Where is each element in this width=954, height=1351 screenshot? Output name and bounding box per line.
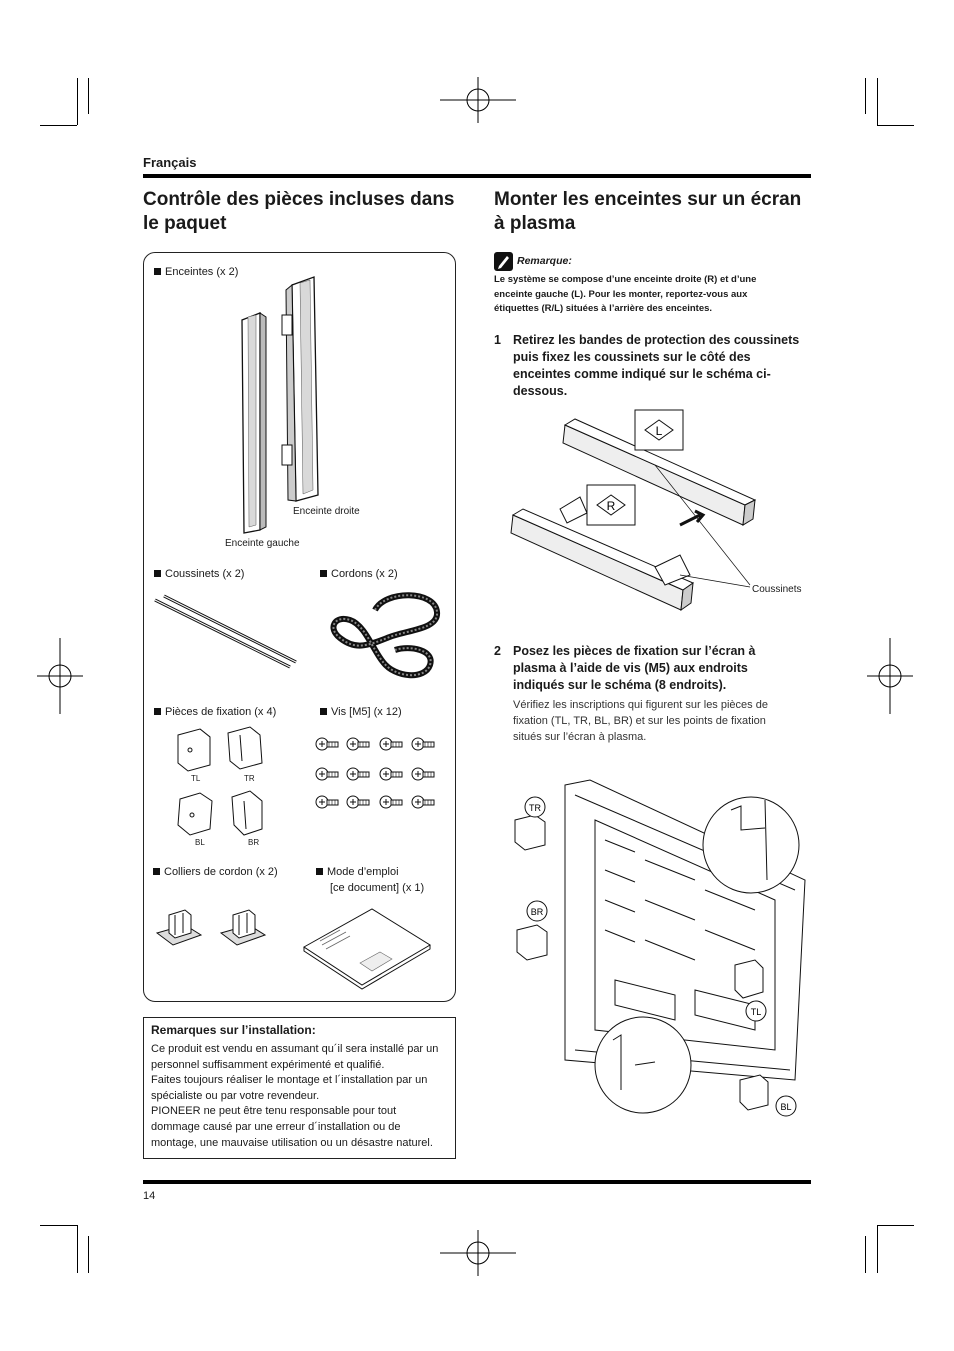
crop-mark <box>865 1236 866 1273</box>
mount-tag-tr: TR <box>529 803 541 813</box>
remark-label: Remarque: <box>517 255 572 267</box>
step-text: Posez les pièces de fixation sur l’écran à plasma à l’aide de vis (M5) aux endroits indiqués sur le schéma (8 endroits). <box>513 644 756 692</box>
clamps-label: Colliers de cordon (x 2) <box>153 865 278 879</box>
crop-mark <box>77 1225 78 1273</box>
crop-mark <box>865 78 866 114</box>
cushions-illustration <box>150 592 300 677</box>
page-number: 14 <box>143 1190 156 1202</box>
screws-label: Vis [M5] (x 12) <box>320 705 402 719</box>
installation-notes-box <box>143 1017 456 1159</box>
manual-illustration <box>300 905 435 990</box>
speakers-illustration <box>230 275 330 540</box>
crop-mark <box>877 125 914 126</box>
note-pencil-icon <box>494 252 513 271</box>
step-number: 1 <box>494 333 501 347</box>
bracket-tag-bl: BL <box>195 838 205 847</box>
cords-illustration <box>325 590 450 685</box>
crop-mark <box>877 78 878 125</box>
crop-mark <box>877 1225 878 1273</box>
registration-mark <box>440 1230 516 1276</box>
step-text: Retirez les bandes de protection des coussinets puis fixez les coussinets sur le côté des enceintes comme indiqué sur le schéma ci- dessous. <box>513 333 800 398</box>
language-label: Français <box>143 155 197 170</box>
bracket-mount-diagram <box>495 760 815 1130</box>
clamps-illustration <box>155 905 275 955</box>
step-2-detail: Vérifiez les inscriptions qui figurent sur les pièces de fixation (TL, TR, BL, BR) et sur les points de fixation situés sur l’écran à plasma. <box>513 699 768 743</box>
crop-mark <box>88 1236 89 1273</box>
step-1 <box>494 332 814 400</box>
crop-mark <box>88 78 89 114</box>
footer-rule <box>143 1180 811 1184</box>
installation-notes-title: Remarques sur l’installation: <box>151 1023 316 1037</box>
mount-tag-bl: BL <box>780 1102 792 1112</box>
header-rule <box>143 174 811 178</box>
bracket-tag-tr: TR <box>244 774 255 783</box>
brackets-label: Pièces de fixation (x 4) <box>154 705 276 719</box>
label-tag-l: L <box>655 424 663 438</box>
registration-mark <box>867 638 913 714</box>
cushions-label: Coussinets (x 2) <box>154 567 244 581</box>
crop-mark <box>877 1225 914 1226</box>
registration-mark <box>37 638 83 714</box>
step-number: 2 <box>494 644 501 658</box>
left-speaker-caption: Enceinte gauche <box>225 538 300 549</box>
mount-tag-br: BR <box>530 907 544 917</box>
right-speaker-caption: Enceinte droite <box>293 506 360 517</box>
manual-label: Mode d’emploi [ce document] (x 1) <box>316 865 424 895</box>
crop-mark <box>77 78 78 125</box>
parts-section-title: Contrôle des pièces incluses dans le paquet <box>143 189 455 234</box>
registration-mark <box>440 77 516 123</box>
bracket-tag-tl: TL <box>191 774 201 783</box>
crop-mark <box>40 125 77 126</box>
cords-label: Cordons (x 2) <box>320 567 398 581</box>
installation-notes-text: Ce produit est vendu en assumant qu´il sera installé par un personnel suffisamment expérimenté et qualifié. Faites toujours réaliser le montage et l´installation par un spécialiste ou par votre revendeur. PIONEER ne peut être tenu responsable pour tout dommage causé par une erreur d´installation ou de montage, une mauvaise utilisation ou un désastre naturel. <box>151 1043 439 1149</box>
label-tag-r: R <box>606 499 616 513</box>
screws-illustration <box>314 735 440 817</box>
mount-tag-tl: TL <box>750 1007 762 1017</box>
bracket-tag-br: BR <box>248 838 260 847</box>
mounting-section-title: Monter les enceintes sur un écran à plasma <box>494 189 802 234</box>
brackets-illustration <box>170 725 270 845</box>
remark-text: Le système se compose d’une enceinte droite (R) et d’une enceinte gauche (L). Pour les monter, reportez-vous aux étiquettes (R/L) situées à l’arrière des enceintes. <box>494 274 757 314</box>
crop-mark <box>40 1225 77 1226</box>
speakers-label: Enceintes (x 2) <box>154 265 238 279</box>
cushions-callout: Coussinets <box>752 584 802 595</box>
step-2 <box>494 643 814 694</box>
